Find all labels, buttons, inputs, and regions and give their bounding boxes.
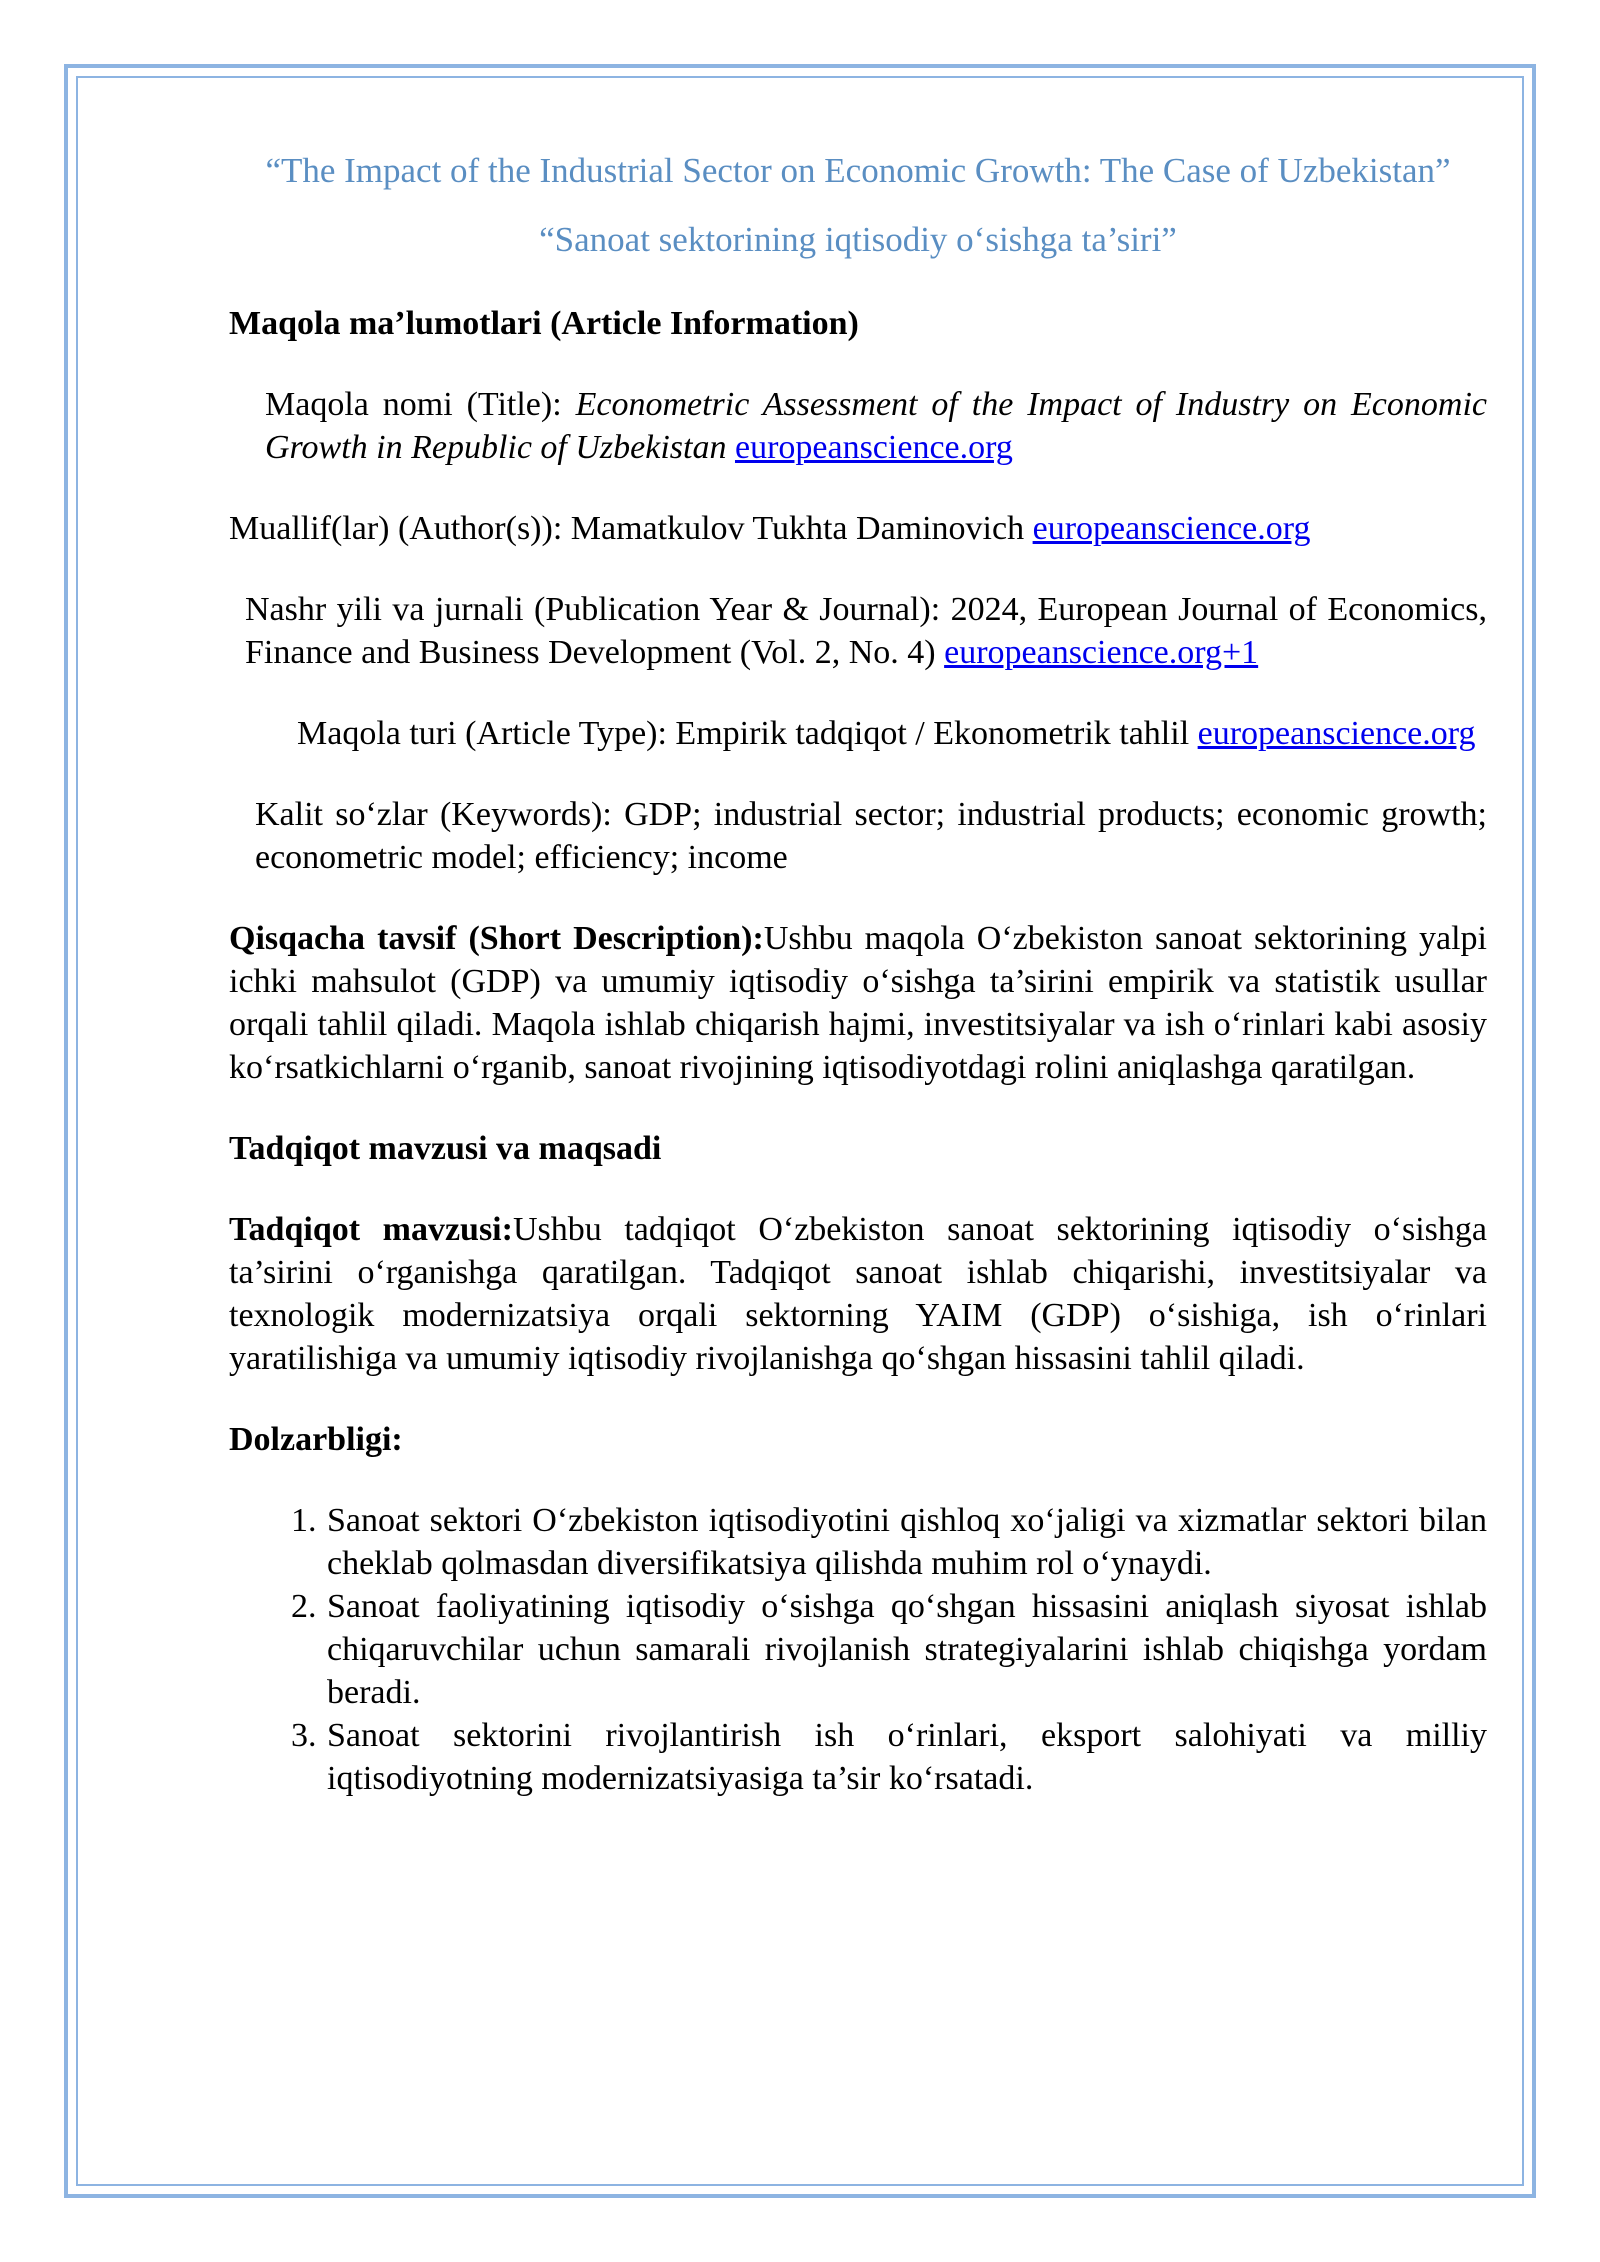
list-item: 2. Sanoat faoliyatining iqtisodiy o‘sishga qo‘shgan hissasini aniqlash siyosat ishlab chiqaruvchilar uchun samarali rivojlanish strategiyalarini ishlab chiqishga yordam beradi. <box>325 1585 1487 1714</box>
research-topic-label: Tadqiqot mavzusi: <box>229 1211 513 1248</box>
publication-label: Nashr yili va jurnali (Publication Year & Journal): 2024, European Journal of Economics, Finance and Business Development (Vol. 2, No. 4) <box>245 591 1487 671</box>
article-type-paragraph <box>229 712 1487 755</box>
short-description-text: Ushbu maqola O‘zbekiston sanoat sektorining yalpi ichki mahsulot (GDP) va umumiy iqtisodiy o‘sishga ta’sirini empirik va statistik usullar orqali tahlil qiladi. Maqola ishlab chiqarish hajmi, investitsiyalar va ish o‘rinlari kabi asosiy ko‘rsatkichlarni o‘rganib, sanoat rivojining iqtisodiyotdagi rolini aniqlashga qaratilgan. <box>229 920 1487 1086</box>
author-paragraph <box>229 507 1487 550</box>
article-title-label: Maqola nomi (Title): <box>265 386 576 423</box>
list-item: 3. Sanoat sektorini rivojlantirish ish o‘rinlari, eksport salohiyati va milliy iqtisodiyotning modernizatsiyasiga ta’sir ko‘rsatadi. <box>325 1714 1487 1800</box>
document-title-uz: “Sanoat sektorining iqtisodiy o‘sishga ta’siri” <box>539 220 1177 259</box>
article-info-heading: Maqola ma’lumotlari (Article Information) <box>229 305 859 342</box>
author-link[interactable]: europeanscience.org <box>1032 510 1311 547</box>
author-label: Muallif(lar) (Author(s)): Mamatkulov Tukhta Daminovich <box>229 510 1033 547</box>
article-title-value: Econometric Assessment of the Impact of Industry on Economic Growth in Republic of Uzbekistan <box>265 386 1487 466</box>
research-heading: Tadqiqot mavzusi va maqsadi <box>229 1130 662 1167</box>
short-description-paragraph <box>229 917 1487 1089</box>
article-title-link[interactable]: europeanscience.org <box>734 429 1013 466</box>
document-title-en: “The Impact of the Industrial Sector on Economic Growth: The Case of Uzbekistan” <box>265 151 1451 190</box>
relevance-heading: Dolzarbligi: <box>229 1421 403 1458</box>
research-topic-paragraph <box>229 1208 1487 1380</box>
list-item: 1. Sanoat sektori O‘zbekiston iqtisodiyotini qishloq xo‘jaligi va xizmatlar sektori bilan cheklab qolmasdan diversifikatsiya qilishda muhim rol o‘ynaydi. <box>325 1499 1487 1585</box>
short-description-label: Qisqacha tavsif (Short Description): <box>229 920 764 957</box>
article-type-link[interactable]: europeanscience.org <box>1197 715 1476 752</box>
keywords-paragraph: Kalit so‘zlar (Keywords): GDP; industrial sector; industrial products; economic growth; econometric model; efficiency; income <box>255 796 1487 876</box>
article-type-label: Maqola turi (Article Type): Empirik tadqiqot / Ekonometrik tahlil <box>297 715 1198 752</box>
relevance-list <box>229 1499 1487 1800</box>
research-topic-text: Ushbu tadqiqot O‘zbekiston sanoat sektorining iqtisodiy o‘sishga ta’sirini o‘rganishga qaratilgan. Tadqiqot sanoat ishlab chiqarishi, investitsiyalar va texnologik modernizatsiya orqali sektorning YAIM (GDP) o‘sishiga, ish o‘rinlari yaratilishiga va umumiy iqtisodiy rivojlanishga qo‘shgan hissasini tahlil qiladi. <box>229 1211 1487 1377</box>
article-title-paragraph <box>229 383 1487 469</box>
document-body <box>229 148 1487 1800</box>
publication-paragraph <box>229 588 1487 674</box>
publication-link[interactable]: europeanscience.org+1 <box>944 634 1259 671</box>
